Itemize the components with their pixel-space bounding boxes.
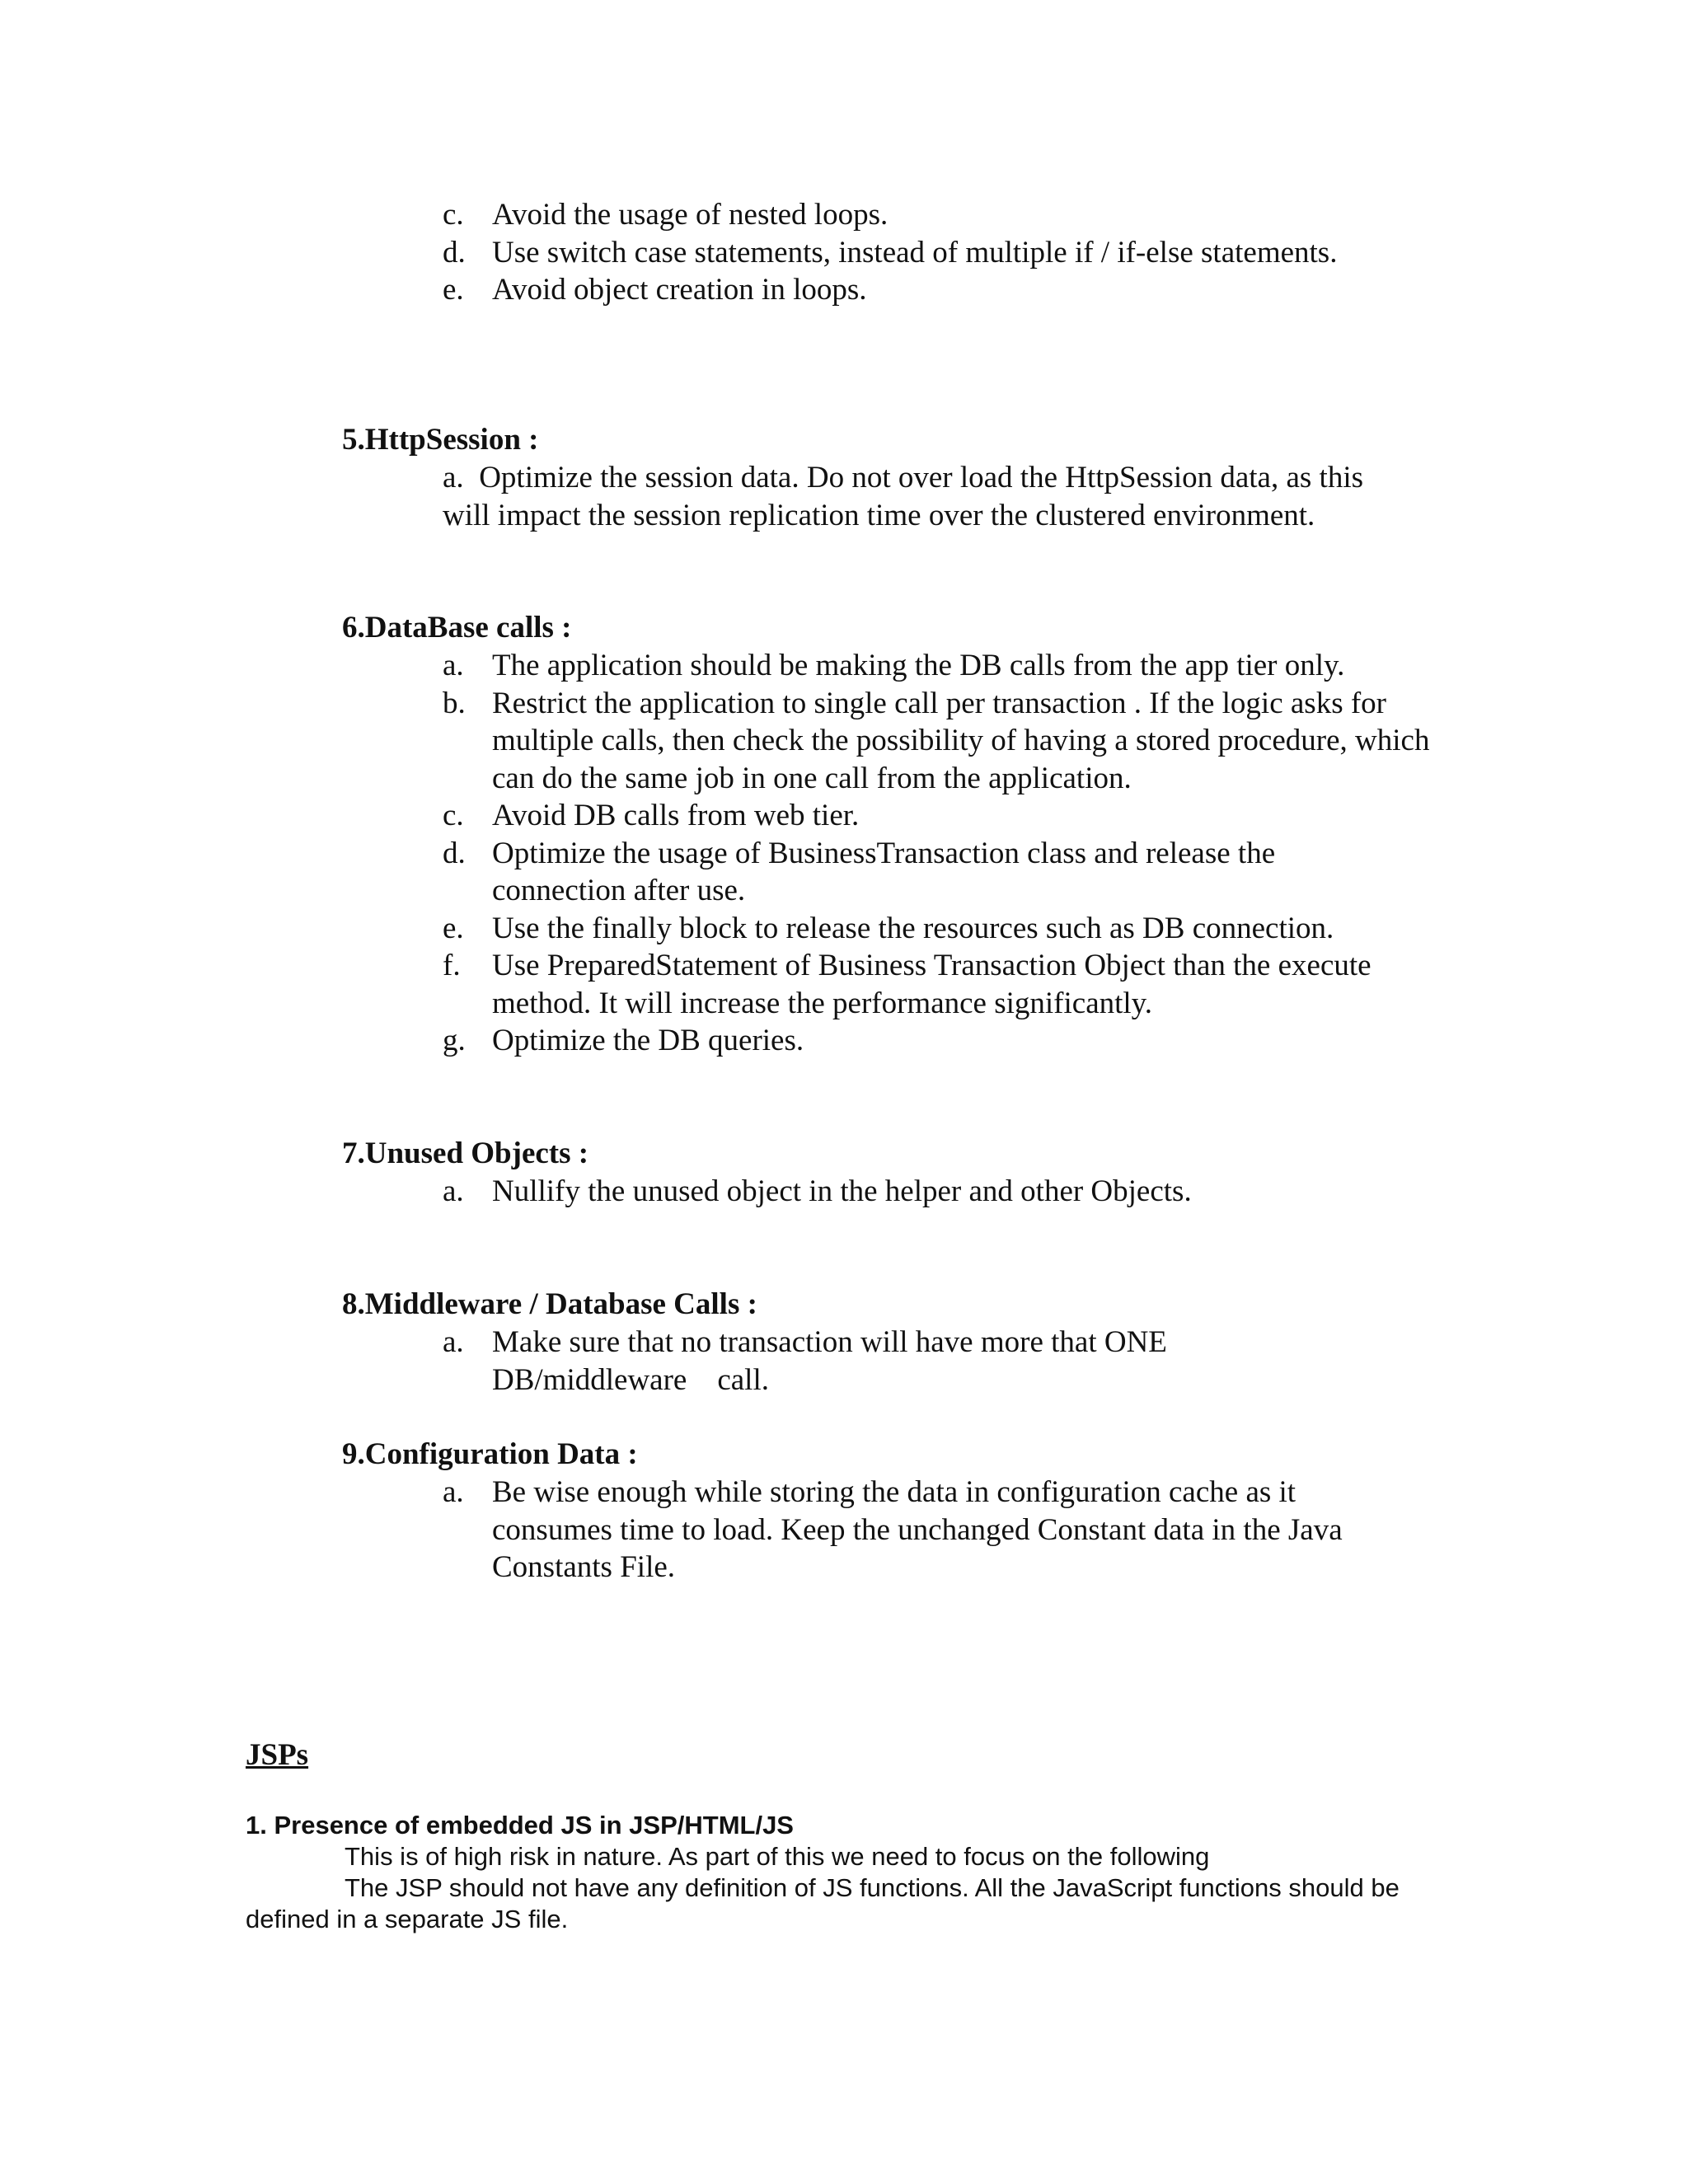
item-label: c. [443, 799, 464, 832]
item-text: Be wise enough while storing the data in configuration cache as it consumes time to load. Keep the unchanged Constant data in the Java Constants File. [492, 1475, 1343, 1584]
item-text: Restrict the application to single call per transaction . If the logic asks for multiple calls, then check the possibility of having a stored procedure, which can do the same job in one call from the application. [492, 686, 1430, 795]
section-heading-middleware: 8.Middleware / Database Calls : [342, 1287, 757, 1321]
item-text: The application should be making the DB calls from the app tier only. [492, 649, 1345, 682]
list-item [443, 835, 1386, 910]
item-label: f. [443, 949, 461, 982]
list-item [443, 196, 1432, 234]
item-text: Use PreparedStatement of Business Transaction Object than the execute method. It will increase the performance significantly. [492, 949, 1372, 1020]
item-label: a. [443, 1325, 464, 1359]
section-httpsession-list [443, 459, 1390, 534]
jsps-body [246, 1841, 1400, 1935]
section-heading-database-calls: 6.DataBase calls : [342, 611, 572, 644]
section-heading-configuration: 9.Configuration Data : [342, 1437, 638, 1471]
list-item [443, 1474, 1415, 1586]
item-label: e. [443, 273, 464, 307]
item-label: d. [443, 235, 466, 269]
item-label: a. [443, 1475, 464, 1509]
list-item [443, 1324, 1267, 1399]
item-text: Use the finally block to release the resources such as DB connection. [492, 911, 1334, 945]
item-text: Make sure that no transaction will have more that ONE DB/middleware call. [492, 1325, 1175, 1397]
item-text: Avoid object creation in loops. [492, 273, 867, 307]
list-top [443, 196, 1432, 309]
list-item [443, 685, 1432, 798]
item-label: a. [443, 461, 464, 494]
item-text: Optimize the session data. Do not over load the HttpSession data, as this will impact the session replication time over the clustered environment. [443, 461, 1364, 532]
list-item [443, 459, 1390, 534]
item-label: e. [443, 911, 464, 945]
list-item [443, 947, 1386, 1022]
item-text: Avoid the usage of nested loops. [492, 198, 889, 232]
list-item [443, 234, 1432, 272]
list-item [443, 271, 1432, 309]
list-item [443, 647, 1432, 685]
section-configuration-list [443, 1474, 1415, 1586]
item-label: c. [443, 198, 464, 232]
section-middleware-list [443, 1324, 1267, 1399]
jsps-line-2: The JSP should not have any definition of JS functions. All the JavaScript functions should be defined in a separate JS file. [246, 1873, 1400, 1933]
item-label: d. [443, 836, 466, 870]
section-unused-objects-list [443, 1173, 1432, 1211]
item-label: g. [443, 1024, 466, 1057]
jsps-sub-heading: 1. Presence of embedded JS in JSP/HTML/JS [246, 1811, 794, 1840]
list-item [443, 1022, 1432, 1060]
item-label: a. [443, 649, 464, 682]
item-label: b. [443, 686, 466, 720]
section-heading-httpsession: 5.HttpSession : [342, 423, 539, 457]
item-text: Nullify the unused object in the helper and other Objects. [492, 1174, 1192, 1208]
item-text: Use switch case statements, instead of multiple if / if-else statements. [492, 235, 1338, 269]
jsps-line-1: This is of high risk in nature. As part of this we need to focus on the following [345, 1842, 1210, 1871]
item-text: Avoid DB calls from web tier. [492, 799, 860, 832]
list-item [443, 910, 1432, 948]
section-heading-unused-objects: 7.Unused Objects : [342, 1137, 589, 1170]
list-item [443, 797, 1432, 835]
item-text: Optimize the usage of BusinessTransaction class and release the connection after use. [492, 836, 1276, 907]
item-text: Optimize the DB queries. [492, 1024, 804, 1057]
list-item [443, 1173, 1432, 1211]
item-label: a. [443, 1174, 464, 1208]
jsps-title: JSPs [246, 1738, 309, 1772]
section-database-calls-list [443, 647, 1432, 1060]
